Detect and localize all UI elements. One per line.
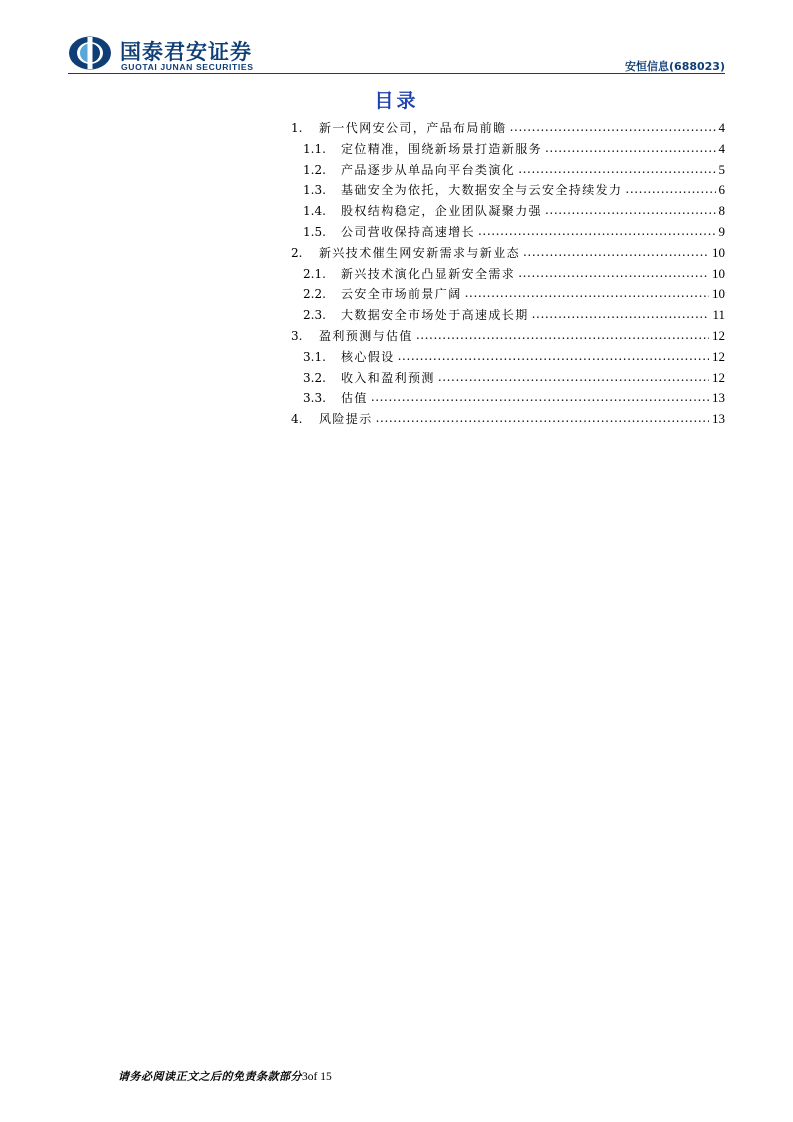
toc-entry-number: 3. [291,328,303,343]
toc-entry[interactable] [285,222,725,243]
toc-entry-label[interactable]: 股权结构稳定，企业团队凝聚力强 [341,204,543,219]
toc-entry-page[interactable]: 10 [712,286,725,302]
toc-entry[interactable] [285,326,725,347]
logo-text-en: GUOTAI JUNAN SECURITIES [121,62,254,72]
header-company-name: 安恒信息(688023) [625,60,725,73]
toc-entry[interactable] [285,139,725,160]
toc-entry-page[interactable]: 13 [712,411,725,427]
toc-leader-dots [625,179,715,200]
toc-entry-page[interactable]: 12 [712,348,725,364]
logo-mark-icon [68,36,112,70]
toc-entry-page[interactable]: 5 [718,161,725,177]
toc-entry-number: 2.1. [303,266,326,281]
toc-entry-page[interactable]: 12 [712,327,725,343]
toc-entry-number: 1.1. [303,141,326,156]
toc-leader-dots [545,200,715,221]
toc-entry-number: 2.3. [303,308,326,323]
toc-entry[interactable] [285,388,725,409]
toc-leader-dots [518,159,715,180]
toc-entry[interactable] [285,180,725,201]
toc-title: 目录 [374,90,419,112]
toc-entry-label[interactable]: 盈利预测与估值 [319,328,413,343]
toc-entry-label[interactable]: 核心假设 [341,349,395,364]
toc-entry[interactable] [285,409,725,430]
toc-leader-dots [523,242,709,263]
page-footer [118,1068,332,1084]
toc-entry-label[interactable]: 新一代网安公司，产品布局前瞻 [319,121,507,135]
toc-entry-label[interactable]: 产品逐步从单品向平台类演化 [341,162,516,177]
logo-text-cn: 国泰君安证券 [120,40,252,64]
toc-entry[interactable] [285,264,725,285]
toc-entry-page[interactable]: 8 [718,203,725,219]
toc-entry-number: 4. [291,412,303,427]
toc-entry-number: 1.4. [303,204,326,219]
toc-entry-number: 1.3. [303,183,326,198]
toc-entry-page[interactable]: 6 [718,182,725,198]
toc-entry-label[interactable]: 收入和盈利预测 [341,370,435,385]
toc-entry-label[interactable]: 风险提示 [319,412,373,427]
toc-entry-number: 2. [291,245,303,260]
toc-leader-dots [398,346,709,367]
toc-leader-dots [545,138,715,159]
toc-entry-page[interactable]: 4 [718,120,725,135]
toc-leader-dots [532,304,710,325]
toc-entry-number: 1.5. [303,224,326,239]
toc-leader-dots [478,221,715,242]
toc-entry[interactable] [285,284,725,305]
company-logo [68,36,288,72]
toc-entry[interactable] [285,305,725,326]
toc-entry[interactable] [285,347,725,368]
toc-entry-page[interactable]: 4 [718,140,725,156]
toc-entry-number: 3.3. [303,391,326,406]
toc-leader-dots [416,325,709,346]
toc-entry-number: 3.2. [303,370,326,385]
toc-entry[interactable] [285,118,725,139]
header-divider [68,73,725,74]
toc-entry-number: 1. [291,121,303,135]
toc-entry-label[interactable]: 定位精准，围绕新场景打造新服务 [341,141,543,156]
toc-entry-page[interactable]: 10 [712,244,725,260]
toc-entry-label[interactable]: 新兴技术演化凸显新安全需求 [341,266,516,281]
toc-entry-page[interactable]: 11 [712,307,725,323]
toc-entry[interactable] [285,160,725,181]
toc-entry-label[interactable]: 大数据安全市场处于高速成长期 [341,308,529,323]
toc-entry-label[interactable]: 新兴技术催生网安新需求与新业态 [319,245,521,260]
toc-leader-dots [438,367,709,388]
footer-disclaimer: 请务必阅读正文之后的免责条款部分 [118,1070,302,1083]
table-of-contents [285,118,725,430]
toc-entry-label[interactable]: 基础安全为依托，大数据安全与云安全持续发力 [341,183,623,198]
toc-entry-label[interactable]: 云安全市场前景广阔 [341,287,462,302]
toc-leader-dots [465,283,709,304]
toc-entry-label[interactable]: 公司营收保持高速增长 [341,224,476,239]
toc-entry-page[interactable]: 10 [712,265,725,281]
toc-entry-number: 2.2. [303,287,326,302]
toc-entry-page[interactable]: 13 [712,390,725,406]
toc-entry[interactable] [285,201,725,222]
toc-entry[interactable] [285,368,725,389]
toc-entry-label[interactable]: 估值 [341,391,368,406]
toc-leader-dots [518,263,709,284]
toc-entry[interactable] [285,243,725,264]
toc-entry-number: 3.1. [303,349,326,364]
toc-entry-page[interactable]: 9 [718,223,725,239]
footer-page-number: 3of 15 [302,1071,332,1083]
toc-leader-dots [376,408,709,429]
toc-leader-dots [371,387,709,408]
toc-leader-dots [510,117,716,138]
toc-entry-number: 1.2. [303,162,326,177]
toc-entry-page[interactable]: 12 [712,369,725,385]
